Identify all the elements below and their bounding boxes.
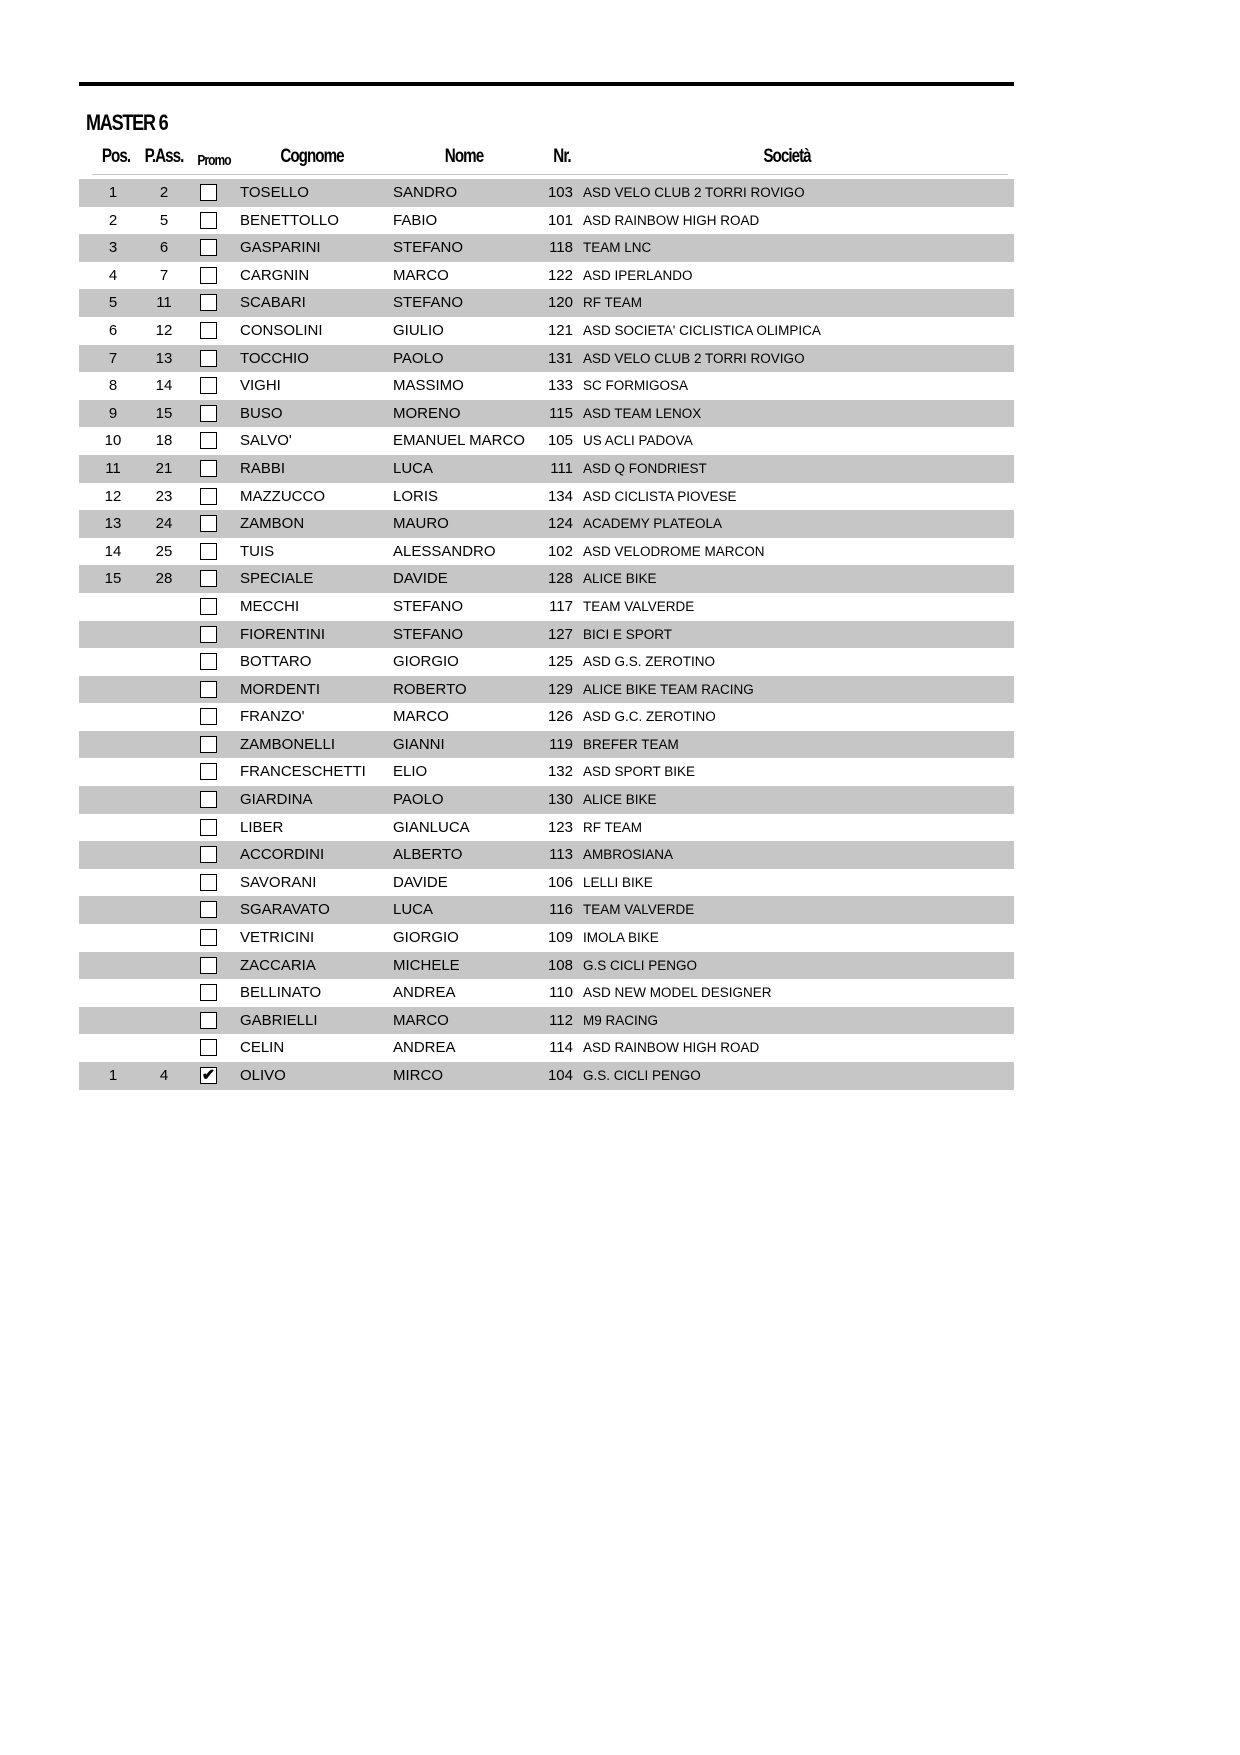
pass-cell: 14 xyxy=(155,377,173,395)
societa-cell: ALICE BIKE TEAM RACING xyxy=(583,681,754,697)
promo-checkbox-icon[interactable] xyxy=(200,515,217,532)
nr-cell: 118 xyxy=(549,239,573,257)
pos-cell: 10 xyxy=(104,432,122,450)
promo-checkbox-icon[interactable] xyxy=(200,984,217,1001)
nr-cell: 108 xyxy=(547,956,573,974)
nr-cell: 125 xyxy=(547,653,573,671)
pos-cell: 12 xyxy=(104,487,122,505)
table-row xyxy=(79,731,1014,759)
pos-cell: 14 xyxy=(104,542,122,560)
nome-cell: PAOLO xyxy=(393,349,444,367)
pass-cell: 23 xyxy=(155,487,173,505)
nr-cell: 132 xyxy=(547,763,573,781)
promo-checkbox-icon[interactable] xyxy=(200,184,217,201)
nr-cell: 106 xyxy=(547,873,573,891)
pos-cell xyxy=(79,758,147,786)
cognome-cell: MAZZUCCO xyxy=(240,487,325,505)
top-divider xyxy=(79,82,1014,86)
societa-cell: ASD SOCIETA' CICLISTICA OLIMPICA xyxy=(583,322,821,338)
nome-cell: MORENO xyxy=(393,404,461,422)
cognome-cell: SGARAVATO xyxy=(240,901,330,919)
table-row xyxy=(79,565,1014,593)
nome-cell: ROBERTO xyxy=(393,680,467,698)
category-title: MASTER 6 xyxy=(86,110,168,135)
pass-cell: 15 xyxy=(155,404,173,422)
societa-cell: ASD G.S. ZEROTINO xyxy=(583,654,716,670)
pass-cell: 5 xyxy=(159,211,169,229)
pass-cell xyxy=(139,952,189,980)
pos-cell: 1 xyxy=(108,184,118,201)
table-row xyxy=(79,427,1014,455)
table-row xyxy=(79,483,1014,511)
societa-cell: ASD RAINBOW HIGH ROAD xyxy=(583,212,760,228)
nr-cell: 126 xyxy=(547,708,573,726)
pos-cell xyxy=(79,786,147,814)
promo-checkbox-icon[interactable] xyxy=(200,598,217,615)
pos-cell: 4 xyxy=(108,266,118,284)
nr-cell: 112 xyxy=(549,1011,573,1029)
societa-cell: LELLI BIKE xyxy=(583,874,653,890)
pass-cell xyxy=(139,1034,189,1062)
societa-cell: BICI E SPORT xyxy=(583,626,673,642)
table-row xyxy=(79,952,1014,980)
societa-cell: US ACLI PADOVA xyxy=(583,433,693,449)
cognome-cell: GIARDINA xyxy=(240,791,313,809)
promo-checkbox-icon[interactable] xyxy=(200,874,217,891)
cognome-cell: ZAMBONELLI xyxy=(240,735,336,753)
pass-cell: 25 xyxy=(155,542,173,560)
nome-cell: DAVIDE xyxy=(393,570,448,588)
nome-cell: STEFANO xyxy=(393,239,464,257)
table-row xyxy=(79,179,1014,207)
societa-cell: ASD CICLISTA PIOVESE xyxy=(583,488,737,504)
pass-cell: 6 xyxy=(159,239,169,257)
header-nome: Nome xyxy=(444,146,484,167)
societa-cell: ASD Q FONDRIEST xyxy=(583,460,707,476)
nr-cell: 103 xyxy=(547,184,573,201)
cognome-cell: MECCHI xyxy=(240,597,300,615)
societa-cell: BREFER TEAM xyxy=(583,736,679,752)
societa-cell: ALICE BIKE xyxy=(583,792,657,808)
societa-cell: RF TEAM xyxy=(583,819,643,835)
pass-cell: 24 xyxy=(155,515,173,533)
promo-checkbox-icon[interactable] xyxy=(200,570,217,587)
table-row xyxy=(79,814,1014,842)
nr-cell: 127 xyxy=(547,625,573,643)
nr-cell: 123 xyxy=(547,818,573,836)
cognome-cell: MORDENTI xyxy=(240,680,320,698)
pos-cell xyxy=(79,924,147,952)
pos-cell xyxy=(79,952,147,980)
table-row xyxy=(79,979,1014,1007)
societa-cell: ASD NEW MODEL DESIGNER xyxy=(583,985,772,1001)
nome-cell: ANDREA xyxy=(393,1039,456,1057)
nome-cell: LUCA xyxy=(393,901,434,919)
table-row xyxy=(79,289,1014,317)
nome-cell: MASSIMO xyxy=(393,377,464,395)
nr-cell: 116 xyxy=(549,901,573,919)
societa-cell: AMBROSIANA xyxy=(583,847,674,863)
pos-cell: 5 xyxy=(108,294,118,312)
cognome-cell: ZAMBON xyxy=(240,515,305,533)
societa-cell: ASD TEAM LENOX xyxy=(583,405,702,421)
cognome-cell: SCABARI xyxy=(240,294,306,312)
cognome-cell: FRANCESCHETTI xyxy=(240,763,366,781)
nome-cell: ANDREA xyxy=(393,984,456,1002)
promo-checkbox-icon[interactable] xyxy=(200,1012,217,1029)
table-row xyxy=(79,400,1014,428)
table-row xyxy=(79,510,1014,538)
nome-cell: GIANNI xyxy=(393,735,445,753)
pos-cell: 7 xyxy=(108,349,118,367)
nr-cell: 114 xyxy=(549,1039,573,1057)
nr-cell: 122 xyxy=(547,266,573,284)
nome-cell: ALESSANDRO xyxy=(393,542,496,560)
societa-cell: TEAM VALVERDE xyxy=(583,902,695,918)
nr-cell: 110 xyxy=(549,984,573,1002)
nome-cell: GIORGIO xyxy=(393,929,459,947)
pass-cell xyxy=(139,924,189,952)
pass-cell xyxy=(139,979,189,1007)
nome-cell: GIANLUCA xyxy=(393,818,470,836)
promo-checkbox-checked-icon[interactable]: ✔ xyxy=(201,1067,216,1084)
cognome-cell: SAVORANI xyxy=(240,873,317,891)
nome-cell: LORIS xyxy=(393,487,439,505)
cognome-cell: SALVO' xyxy=(240,432,292,450)
nr-cell: 128 xyxy=(547,570,573,588)
cognome-cell: OLIVO xyxy=(240,1067,286,1084)
table-row xyxy=(79,648,1014,676)
header-pos: Pos. xyxy=(101,146,131,167)
promo-checkbox-icon[interactable] xyxy=(200,432,217,449)
pass-cell xyxy=(139,703,189,731)
table-row xyxy=(79,234,1014,262)
table-row xyxy=(79,207,1014,235)
table-row xyxy=(79,869,1014,897)
pos-cell: 2 xyxy=(108,211,118,229)
cognome-cell: BENETTOLLO xyxy=(240,211,339,229)
promo-checkbox-icon[interactable] xyxy=(200,736,217,753)
pos-cell xyxy=(79,841,147,869)
promo-checkbox-icon[interactable] xyxy=(200,626,217,643)
pass-cell: 11 xyxy=(156,294,172,312)
societa-cell: ASD RAINBOW HIGH ROAD xyxy=(583,1040,760,1056)
cognome-cell: FRANZO' xyxy=(240,708,305,726)
nr-cell: 115 xyxy=(549,404,573,422)
cognome-cell: BOTTARO xyxy=(240,653,312,671)
societa-cell: SC FORMIGOSA xyxy=(583,378,689,394)
pos-cell: 3 xyxy=(108,239,118,257)
societa-cell: IMOLA BIKE xyxy=(583,930,659,946)
pos-cell xyxy=(79,896,147,924)
nome-cell: PAOLO xyxy=(393,791,444,809)
pos-cell: 1 xyxy=(108,1067,118,1084)
promo-checkbox-icon[interactable] xyxy=(200,653,217,670)
pass-cell xyxy=(139,896,189,924)
cognome-cell: CONSOLINI xyxy=(240,321,323,339)
cognome-cell: SPECIALE xyxy=(240,570,314,588)
cognome-cell: ACCORDINI xyxy=(240,846,325,864)
cognome-cell: VETRICINI xyxy=(240,929,315,947)
pass-cell xyxy=(139,593,189,621)
pass-cell xyxy=(139,621,189,649)
nome-cell: STEFANO xyxy=(393,597,464,615)
promo-checkbox-icon[interactable] xyxy=(200,846,217,863)
societa-cell: G.S CICLI PENGO xyxy=(583,957,698,973)
societa-cell: TEAM LNC xyxy=(583,240,652,256)
pos-cell: 9 xyxy=(108,404,118,422)
promo-checkbox-icon[interactable] xyxy=(200,681,217,698)
table-row xyxy=(79,924,1014,952)
nome-cell: MARCO xyxy=(393,1011,449,1029)
promo-checkbox-icon[interactable] xyxy=(200,819,217,836)
pass-cell xyxy=(139,869,189,897)
promo-checkbox-icon[interactable] xyxy=(200,791,217,808)
header-promo: Promo xyxy=(197,152,231,169)
pass-cell: 12 xyxy=(155,321,173,339)
pos-cell: 13 xyxy=(104,515,122,533)
societa-cell: RF TEAM xyxy=(583,295,643,311)
nr-cell: 102 xyxy=(547,542,573,560)
cognome-cell: BUSO xyxy=(240,404,283,422)
promo-checkbox-icon[interactable] xyxy=(200,322,217,339)
pos-cell: 11 xyxy=(105,459,121,477)
pos-cell xyxy=(79,593,147,621)
pos-cell xyxy=(79,869,147,897)
promo-checkbox-icon[interactable] xyxy=(200,1039,217,1056)
nome-cell: LUCA xyxy=(393,459,434,477)
nr-cell: 129 xyxy=(547,680,573,698)
pos-cell xyxy=(79,814,147,842)
nome-cell: STEFANO xyxy=(393,294,464,312)
societa-cell: ASD VELODROME MARCON xyxy=(583,543,765,559)
pos-cell xyxy=(79,703,147,731)
nome-cell: EMANUEL MARCO xyxy=(393,432,525,450)
nr-cell: 101 xyxy=(547,211,573,229)
pass-cell: 18 xyxy=(155,432,173,450)
nome-cell: STEFANO xyxy=(393,625,464,643)
table-row xyxy=(79,1062,1014,1090)
societa-cell: ASD G.C. ZEROTINO xyxy=(583,709,716,725)
societa-cell: M9 RACING xyxy=(583,1012,659,1028)
societa-cell: ASD VELO CLUB 2 TORRI ROVIGO xyxy=(583,185,805,200)
pass-cell xyxy=(139,676,189,704)
cognome-cell: ZACCARIA xyxy=(240,956,316,974)
header-pass: P.Ass. xyxy=(144,146,184,167)
table-row xyxy=(79,372,1014,400)
table-row xyxy=(79,317,1014,345)
pos-cell xyxy=(79,1007,147,1035)
pass-cell xyxy=(139,786,189,814)
promo-checkbox-icon[interactable] xyxy=(200,212,217,229)
cognome-cell: GABRIELLI xyxy=(240,1011,318,1029)
table-row xyxy=(79,455,1014,483)
promo-checkbox-icon[interactable] xyxy=(200,543,217,560)
nr-cell: 131 xyxy=(547,349,573,367)
table-row xyxy=(79,593,1014,621)
pos-cell: 8 xyxy=(108,377,118,395)
societa-cell: G.S. CICLI PENGO xyxy=(583,1068,701,1083)
societa-cell: ASD VELO CLUB 2 TORRI ROVIGO xyxy=(583,350,805,366)
pass-cell: 28 xyxy=(155,570,173,588)
nome-cell: MAURO xyxy=(393,515,449,533)
nr-cell: 133 xyxy=(547,377,573,395)
promo-checkbox-icon[interactable] xyxy=(200,350,217,367)
nr-cell: 117 xyxy=(549,597,573,615)
cognome-cell: CARGNIN xyxy=(240,266,310,284)
table-row xyxy=(79,345,1014,373)
pass-cell xyxy=(139,1007,189,1035)
results-table xyxy=(79,179,1014,1090)
nome-cell: MIRCO xyxy=(393,1067,443,1084)
pass-cell: 2 xyxy=(159,184,169,201)
nome-cell: GIULIO xyxy=(393,321,444,339)
table-row xyxy=(79,896,1014,924)
table-row xyxy=(79,538,1014,566)
cognome-cell: TOCCHIO xyxy=(240,349,309,367)
pass-cell: 7 xyxy=(159,266,169,284)
nome-cell: DAVIDE xyxy=(393,873,448,891)
table-row xyxy=(79,1034,1014,1062)
nome-cell: ELIO xyxy=(393,763,428,781)
promo-checkbox-icon[interactable] xyxy=(200,294,217,311)
table-row xyxy=(79,841,1014,869)
pass-cell xyxy=(139,814,189,842)
promo-checkbox-icon[interactable] xyxy=(200,239,217,256)
header-nr: Nr. xyxy=(553,146,571,167)
header-divider xyxy=(92,174,1008,175)
nome-cell: MARCO xyxy=(393,708,449,726)
nr-cell: 104 xyxy=(547,1067,573,1084)
pos-cell xyxy=(79,676,147,704)
pos-cell xyxy=(79,731,147,759)
table-row xyxy=(79,786,1014,814)
cognome-cell: FIORENTINI xyxy=(240,625,325,643)
cognome-cell: GASPARINI xyxy=(240,239,321,257)
pos-cell xyxy=(79,648,147,676)
nome-cell: MICHELE xyxy=(393,956,460,974)
nome-cell: GIORGIO xyxy=(393,653,459,671)
nr-cell: 130 xyxy=(547,791,573,809)
pos-cell: 15 xyxy=(104,570,122,588)
nr-cell: 120 xyxy=(547,294,573,312)
table-row xyxy=(79,621,1014,649)
pass-cell xyxy=(139,731,189,759)
pass-cell: 13 xyxy=(155,349,173,367)
pass-cell xyxy=(139,841,189,869)
cognome-cell: RABBI xyxy=(240,459,286,477)
cognome-cell: BELLINATO xyxy=(240,984,322,1002)
table-row xyxy=(79,1007,1014,1035)
header-cognome: Cognome xyxy=(280,146,344,167)
header-societa: Società xyxy=(763,146,811,167)
nr-cell: 121 xyxy=(547,321,573,339)
promo-checkbox-icon[interactable] xyxy=(200,488,217,505)
societa-cell: ACADEMY PLATEOLA xyxy=(583,516,723,532)
pos-cell: 6 xyxy=(108,321,118,339)
nr-cell: 113 xyxy=(549,846,573,864)
pos-cell xyxy=(79,1034,147,1062)
cognome-cell: TOSELLO xyxy=(240,184,309,201)
nr-cell: 134 xyxy=(547,487,573,505)
promo-checkbox-icon[interactable] xyxy=(200,377,217,394)
table-row xyxy=(79,676,1014,704)
societa-cell: ASD IPERLANDO xyxy=(583,267,693,283)
societa-cell: ALICE BIKE xyxy=(583,571,657,587)
nr-cell: 109 xyxy=(547,929,573,947)
nr-cell: 105 xyxy=(547,432,573,450)
promo-checkbox-icon[interactable] xyxy=(200,708,217,725)
nome-cell: ALBERTO xyxy=(393,846,463,864)
table-row xyxy=(79,758,1014,786)
cognome-cell: CELIN xyxy=(240,1039,285,1057)
nr-cell: 119 xyxy=(549,735,573,753)
promo-checkbox-icon[interactable] xyxy=(200,929,217,946)
nome-cell: MARCO xyxy=(393,266,449,284)
promo-checkbox-icon[interactable] xyxy=(200,267,217,284)
nome-cell: SANDRO xyxy=(393,184,458,201)
pass-cell xyxy=(139,758,189,786)
cognome-cell: VIGHI xyxy=(240,377,281,395)
table-row xyxy=(79,703,1014,731)
cognome-cell: LIBER xyxy=(240,818,284,836)
pos-cell xyxy=(79,979,147,1007)
societa-cell: ASD SPORT BIKE xyxy=(583,764,696,780)
pos-cell xyxy=(79,621,147,649)
cognome-cell: TUIS xyxy=(240,542,275,560)
promo-checkbox-icon[interactable] xyxy=(200,901,217,918)
nr-cell: 124 xyxy=(547,515,573,533)
promo-checkbox-icon[interactable] xyxy=(200,957,217,974)
pass-cell: 4 xyxy=(159,1067,169,1084)
nr-cell: 111 xyxy=(550,459,573,477)
table-row xyxy=(79,262,1014,290)
pass-cell: 21 xyxy=(155,459,173,477)
pass-cell xyxy=(139,648,189,676)
nome-cell: FABIO xyxy=(393,211,438,229)
promo-checkbox-icon[interactable] xyxy=(200,460,217,477)
societa-cell: TEAM VALVERDE xyxy=(583,598,695,614)
promo-checkbox-icon[interactable] xyxy=(200,763,217,780)
promo-checkbox-icon[interactable] xyxy=(200,405,217,422)
